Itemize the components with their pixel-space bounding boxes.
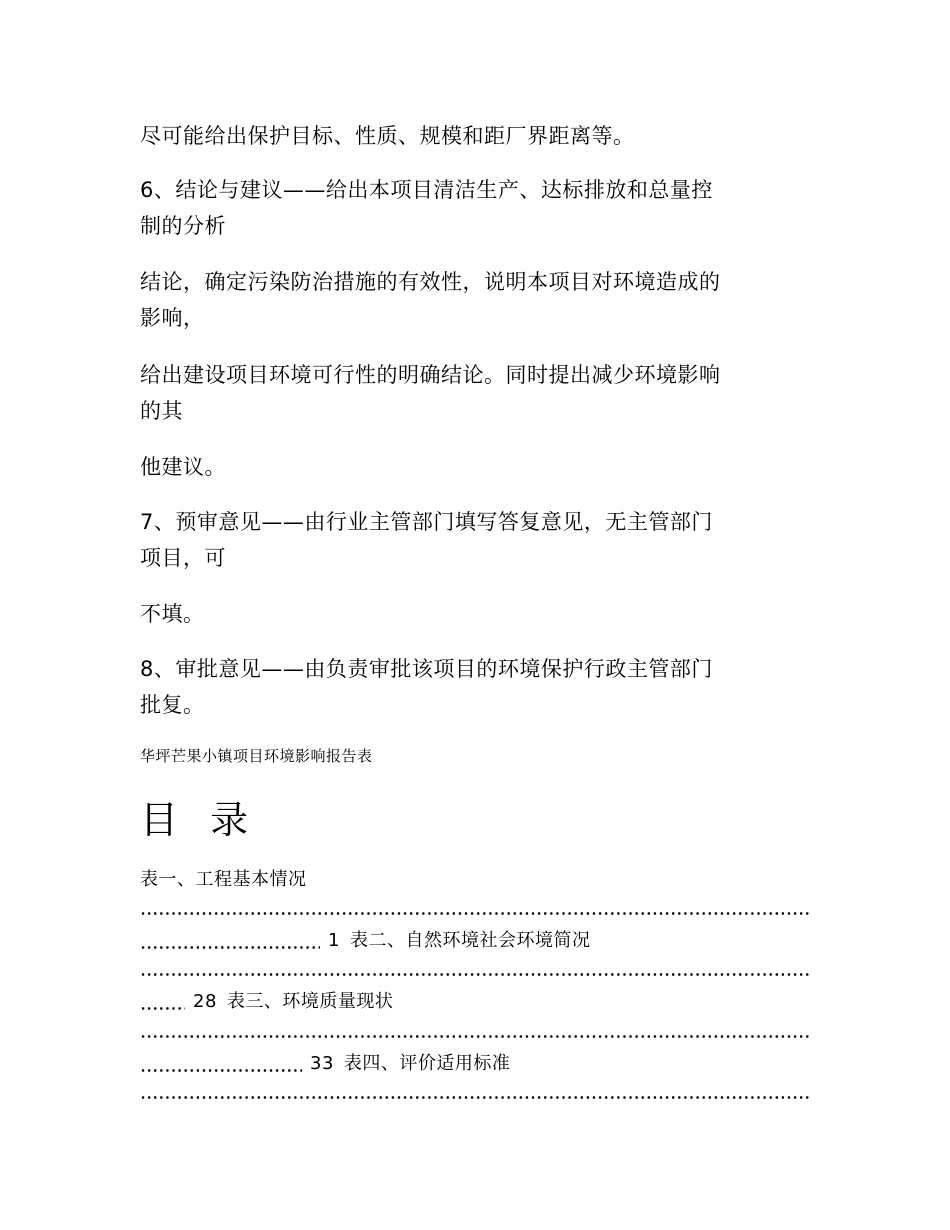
text-line: 给出建设项目环境可行性的明确结论。同时提出减少环境影响 (140, 363, 721, 387)
toc-page-number: 1 (328, 930, 340, 951)
toc-page-number: 33 (310, 1053, 334, 1074)
text-line: 批复。 (140, 693, 205, 717)
paragraph-other-suggestions (140, 449, 810, 485)
toc-entry-line (140, 990, 393, 1014)
paragraph-feasibility-conclusion (140, 357, 810, 429)
toc-leader-dots (140, 1069, 302, 1072)
text-line: 不填。 (140, 602, 205, 626)
paragraph-protection-targets (140, 118, 810, 154)
text-line: 尽可能给出保护目标、性质、规模和距厂界距离等。 (140, 124, 635, 148)
toc-leader-dots (140, 973, 810, 977)
toc-title: 目 录 (140, 798, 259, 842)
toc-leader-dots (140, 946, 320, 949)
toc-entry-line (140, 1052, 510, 1076)
text-line: 结论，确定污染防治措施的有效性，说明本项目对环境造成的 (140, 270, 721, 294)
text-line: 项目，可 (140, 546, 226, 570)
text-line: 影响， (140, 306, 205, 330)
toc-leader-dots (140, 1096, 810, 1100)
text-line: 他建议。 (140, 455, 226, 479)
text-line: 的其 (140, 399, 183, 423)
text-line: 6、结论与建议——给出本项目清洁生产、达标排放和总量控 (140, 178, 713, 202)
toc-leader-dots (140, 1035, 810, 1039)
toc-leader-dots (140, 912, 810, 916)
running-header: 华坪芒果小镇项目环境影响报告表 (140, 747, 373, 765)
document-page (140, 0, 810, 1230)
paragraph-conclusion-suggestions (140, 172, 810, 244)
toc-entry-title: 表三、环境质量现状 (226, 991, 394, 1012)
paragraph-not-fill (140, 596, 810, 632)
toc-entry-title: 表二、自然环境社会环境简况 (349, 930, 591, 951)
paragraph-approval-opinion (140, 651, 810, 723)
toc-entry-title: 表一、工程基本情况 (140, 869, 307, 890)
text-line: 制的分析 (140, 214, 226, 238)
toc-entry-line (140, 929, 590, 953)
toc-leader-dots (140, 1007, 185, 1010)
text-line: 7、预审意见——由行业主管部门填写答复意见，无主管部门 (140, 510, 713, 534)
paragraph-conclusion-effectiveness (140, 264, 810, 336)
text-line: 8、审批意见——由负责审批该项目的环境保护行政主管部门 (140, 657, 713, 681)
paragraph-pre-review-opinion (140, 504, 810, 576)
toc-entry-title: 表四、评价适用标准 (343, 1053, 511, 1074)
toc-page-number: 28 (193, 991, 217, 1012)
